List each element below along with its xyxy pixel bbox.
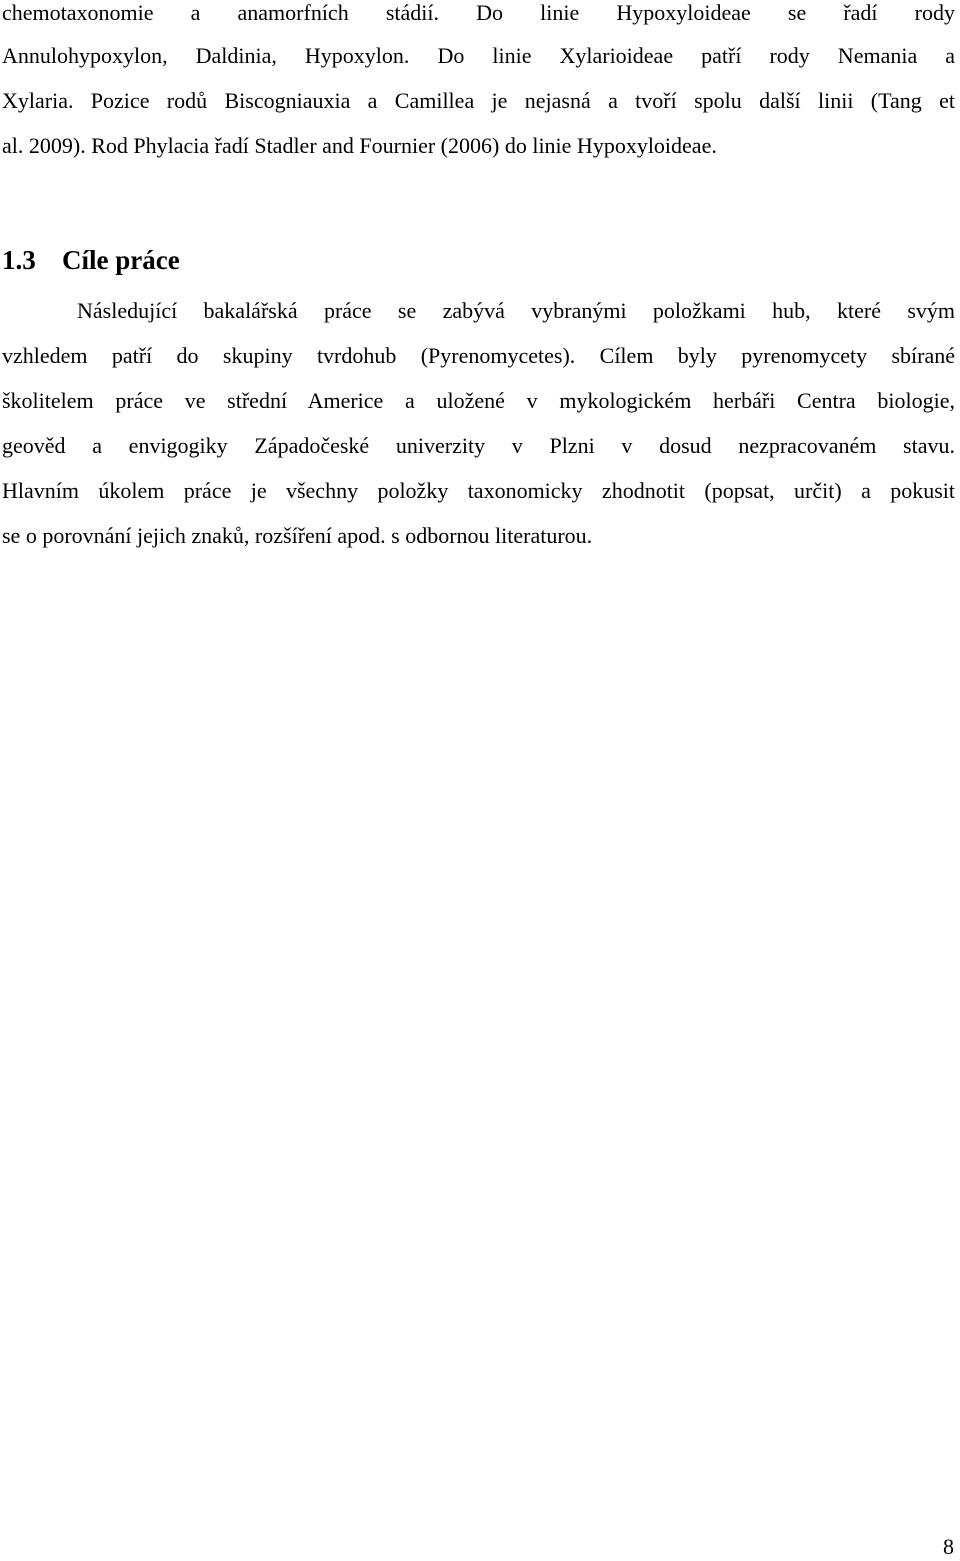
page-number: 8 — [943, 1534, 954, 1559]
paragraph-line: Hlavním úkolem práce je všechny položky taxonomicky zhodnotit (popsat, určit) a pokusit — [2, 478, 955, 503]
paragraph-line: chemotaxonomie a anamorfních stádií. Do linie Hypoxyloideae se řadí rody — [2, 0, 955, 25]
section-heading — [2, 244, 180, 276]
paragraph-line: Xylaria. Pozice rodů Biscogniauxia a Camillea je nejasná a tvoří spolu další linii (Tang et — [2, 88, 955, 113]
paragraph-line: se o porovnání jejich znaků, rozšíření apod. s odbornou literaturou. — [2, 523, 593, 548]
paragraph-line: školitelem práce ve střední Americe a uložené v mykologickém herbáři Centra biologie, — [2, 388, 955, 413]
paragraph-line: al. 2009). Rod Phylacia řadí Stadler and Fournier (2006) do linie Hypoxyloideae. — [2, 133, 717, 158]
paragraph-line: vzhledem patří do skupiny tvrdohub (Pyrenomycetes). Cílem byly pyrenomycety sbírané — [2, 343, 955, 368]
section-number: 1.3 — [2, 245, 36, 275]
paragraph-line: Annulohypoxylon, Daldinia, Hypoxylon. Do linie Xylarioideae patří rody Nemania a — [2, 43, 955, 68]
section-title: Cíle práce — [62, 245, 180, 275]
paragraph-line: Následující bakalářská práce se zabývá vybranými položkami hub, které svým — [77, 298, 955, 323]
paragraph-line: geověd a envigogiky Západočeské univerzity v Plzni v dosud nezpracovaném stavu. — [2, 433, 955, 458]
